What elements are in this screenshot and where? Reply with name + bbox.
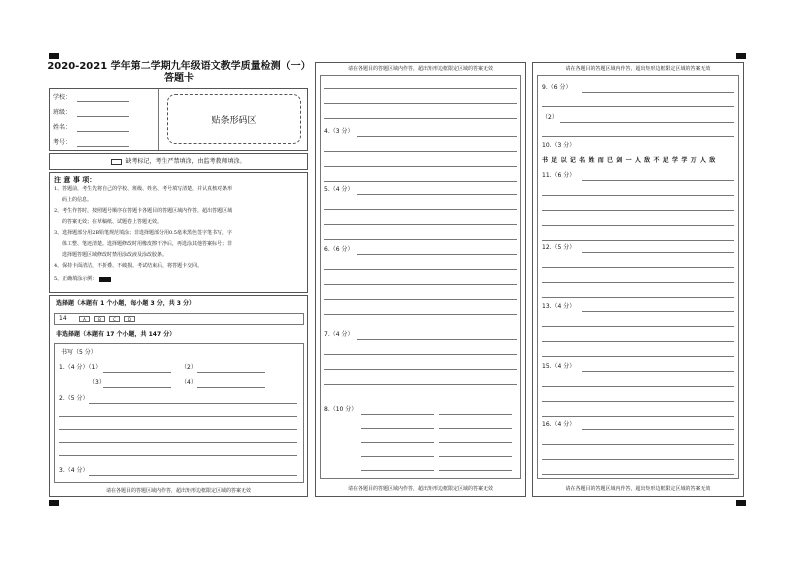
answer-line[interactable] <box>324 103 517 104</box>
q5-answer-line[interactable] <box>324 224 517 225</box>
q1-label: 1.（4 分）（1） <box>59 364 102 371</box>
q11-answer-line[interactable] <box>542 225 734 226</box>
timing-mark <box>49 500 59 506</box>
q12-answer-line[interactable] <box>542 297 734 298</box>
note-line: 的答案无效；在草稿纸、试题卷上答题无效。 <box>62 219 163 225</box>
school-field[interactable] <box>77 101 129 102</box>
note-line: 码上的信息。 <box>62 197 93 203</box>
filled-example-icon <box>99 277 111 282</box>
q1-3-answer[interactable] <box>103 387 171 388</box>
absent-checkbox[interactable] <box>111 159 122 165</box>
notice-middle-bottom: 请在各题目的答题区域内作答，超出矩形边框限定区域的答案无效 <box>347 486 493 492</box>
info-divider <box>158 89 159 150</box>
q11-label: 11.（6 分） <box>542 172 576 179</box>
class-label: 班级： <box>53 109 72 116</box>
q8-answer-blank[interactable] <box>439 470 512 471</box>
q8-answer-blank[interactable] <box>361 470 434 471</box>
absent-marker-box <box>49 153 308 170</box>
q13-answer-line[interactable] <box>542 326 734 327</box>
q8-answer-blank[interactable] <box>439 414 512 415</box>
answer-line[interactable] <box>324 88 517 89</box>
q2-answer-line[interactable] <box>59 455 297 456</box>
q7-label: 7.（4 分） <box>324 331 354 338</box>
q5-answer-line[interactable] <box>357 194 517 195</box>
page-title: 2020-2021 学年第二学期九年级语文教学质量检测（一） <box>47 61 311 72</box>
q7-answer-line[interactable] <box>357 339 517 340</box>
inner-box-middle <box>320 75 521 479</box>
q15-answer-line[interactable] <box>582 371 734 372</box>
q8-answer-blank[interactable] <box>361 414 434 415</box>
note-line: 3、选择题部分用2B铅笔规范填涂；非选择题部分用0.5毫米黑色签字笔书写，字 <box>54 230 232 236</box>
q1-3-label: （3） <box>89 379 105 386</box>
notice-right-bottom: 请在各题目的答题区域内作答，超出矩形边框限定区域的答案无效 <box>565 486 711 492</box>
nonchoice-box <box>54 343 304 483</box>
inner-box-right <box>537 75 739 479</box>
q8-label: 8.（10 分） <box>324 406 358 413</box>
notice-middle-top: 请在各题目的答题区域内作答，超出矩形边框限定区域的答案无效 <box>347 66 493 72</box>
timing-mark <box>736 53 746 59</box>
timing-mark <box>736 500 746 506</box>
q15-label: 15.（4 分） <box>542 363 576 370</box>
q15-answer-line[interactable] <box>542 386 734 387</box>
q16-answer-line[interactable] <box>542 444 734 445</box>
note-line-5: 5、正确填涂示例： <box>54 276 98 282</box>
q8-answer-blank[interactable] <box>439 456 512 457</box>
q16-answer-line[interactable] <box>582 429 734 430</box>
class-field[interactable] <box>77 116 129 117</box>
q5-answer-line[interactable] <box>324 209 517 210</box>
q8-answer-blank[interactable] <box>439 442 512 443</box>
q16-answer-line[interactable] <box>542 459 734 460</box>
q2-answer-line[interactable] <box>59 416 297 417</box>
q1-4-label: （4） <box>181 379 197 386</box>
barcode-label: 贴条形码区 <box>211 115 257 126</box>
q1-2-answer[interactable] <box>197 372 265 373</box>
school-label: 学校： <box>53 94 72 101</box>
notes-box <box>49 172 308 293</box>
notice-right-top: 请在各题目的答题区域内作答，超出矩形边框限定区域的答案无效 <box>565 66 711 72</box>
q12-answer-line[interactable] <box>542 282 734 283</box>
q9-2-answer-line[interactable] <box>542 136 734 137</box>
name-label: 姓名： <box>53 124 72 131</box>
q11-answer-line[interactable] <box>542 240 734 241</box>
q16-answer-line[interactable] <box>542 474 734 475</box>
q2-answer-line[interactable] <box>59 429 297 430</box>
option-d[interactable]: D <box>124 316 135 322</box>
q8-answer-blank[interactable] <box>439 428 512 429</box>
nonchoice-heading: 非选择题（本题有 17 个小题，共 147 分） <box>56 331 176 338</box>
q6-answer-line[interactable] <box>324 314 517 315</box>
note-line: 选择题答题区域修改时禁用涂改液及涂改胶条。 <box>62 252 168 258</box>
q9-2-label: （2） <box>542 114 558 121</box>
q9-answer-line[interactable] <box>582 92 734 93</box>
q11-answer-line[interactable] <box>582 180 734 181</box>
notes-heading: 注 意 事 项： <box>54 176 97 184</box>
q6-answer-line[interactable] <box>324 269 517 270</box>
notes-list <box>54 186 304 285</box>
exam-no-field[interactable] <box>77 146 129 147</box>
q2-answer-line[interactable] <box>59 442 297 443</box>
q5-answer-line[interactable] <box>324 239 517 240</box>
q12-answer-line[interactable] <box>542 267 734 268</box>
choice-number: 14 <box>59 315 67 322</box>
q4-answer-line[interactable] <box>324 166 517 167</box>
absent-note: 缺考标记，考生严禁填涂，由监考教师填涂。 <box>125 157 246 165</box>
writing-label: 书写（5 分） <box>61 349 97 356</box>
answer-box-right <box>532 62 744 497</box>
answer-line[interactable] <box>324 118 517 119</box>
q13-answer-line[interactable] <box>542 341 734 342</box>
q4-answer-line[interactable] <box>324 151 517 152</box>
q1-1-answer[interactable] <box>103 372 171 373</box>
notice-left: 请在各题目的答题区域内作答，超出矩形边框限定区域的答案无效 <box>105 488 251 494</box>
q4-answer-line[interactable] <box>357 136 517 137</box>
q6-answer-line[interactable] <box>324 284 517 285</box>
note-line <box>54 274 304 285</box>
q10-passage: 书 足 以 记 名 姓 而 已 剑 一 人 敌 不 足 学 学 万 人 敌 <box>542 157 716 164</box>
q10-label: 10.（3 分） <box>542 142 576 149</box>
q13-answer-line[interactable] <box>542 356 734 357</box>
name-field[interactable] <box>77 131 129 132</box>
q3-answer-line[interactable] <box>89 475 297 476</box>
answer-box-middle <box>315 62 526 497</box>
q2-answer-line[interactable] <box>89 403 297 404</box>
q4-label: 4.（3 分） <box>324 128 354 135</box>
choice-row <box>54 313 304 325</box>
q6-answer-line[interactable] <box>324 299 517 300</box>
timing-mark <box>49 53 59 59</box>
q15-answer-line[interactable] <box>542 416 734 417</box>
q12-label: 12.（5 分） <box>542 244 576 251</box>
q9-answer-line[interactable] <box>542 106 734 107</box>
q3-label: 3.（4 分） <box>59 467 89 474</box>
q11-answer-line[interactable] <box>542 195 734 196</box>
q9-2-answer-line[interactable] <box>560 122 734 123</box>
q7-answer-line[interactable] <box>324 384 517 385</box>
q2-label: 2.（5 分） <box>59 395 89 402</box>
q5-label: 5.（4 分） <box>324 186 354 193</box>
student-info-box <box>49 88 308 151</box>
option-a[interactable]: A <box>79 316 90 322</box>
q12-answer-line[interactable] <box>582 252 734 253</box>
q7-answer-line[interactable] <box>324 354 517 355</box>
q8-answer-blank[interactable] <box>361 442 434 443</box>
answer-box-left <box>49 295 308 497</box>
q8-answer-blank[interactable] <box>361 428 434 429</box>
q4-answer-line[interactable] <box>324 181 517 182</box>
q13-label: 13.（4 分） <box>542 303 576 310</box>
q1-2-label: （2） <box>181 364 197 371</box>
q11-answer-line[interactable] <box>542 210 734 211</box>
exam-no-label: 考号： <box>53 139 72 146</box>
note-line: 4、保持卡面清洁，不折叠、不破损。考试结束后，将答题卡交回。 <box>54 263 203 269</box>
note-line: 1、答题前，考生先将自己的学校、班级、姓名、考号填写清楚，并认真核对条形 <box>54 186 233 192</box>
q7-answer-line[interactable] <box>324 369 517 370</box>
q9-label: 9.（6 分） <box>542 84 572 91</box>
q1-4-answer[interactable] <box>197 387 265 388</box>
page-subtitle: 答题卡 <box>164 73 194 84</box>
option-b[interactable]: B <box>94 316 105 322</box>
q16-label: 16.（4 分） <box>542 421 576 428</box>
q8-answer-blank[interactable] <box>361 456 434 457</box>
q6-label: 6.（6 分） <box>324 246 354 253</box>
barcode-area <box>167 94 301 144</box>
q15-answer-line[interactable] <box>542 401 734 402</box>
choice-heading: 选择题（本题有 1 个小题，每小题 3 分，共 3 分） <box>56 300 196 307</box>
q13-answer-line[interactable] <box>582 311 734 312</box>
q6-answer-line[interactable] <box>357 254 517 255</box>
option-c[interactable]: C <box>109 316 120 322</box>
note-line: 体工整、笔迹清楚。选择题修改时用橡皮擦干净后，再选涂其他答案标号；非 <box>62 241 233 247</box>
note-line: 2、考生作答时，按照题号顺序在答题卡各题目的答题区域内作答，超出答题区域 <box>54 208 233 214</box>
